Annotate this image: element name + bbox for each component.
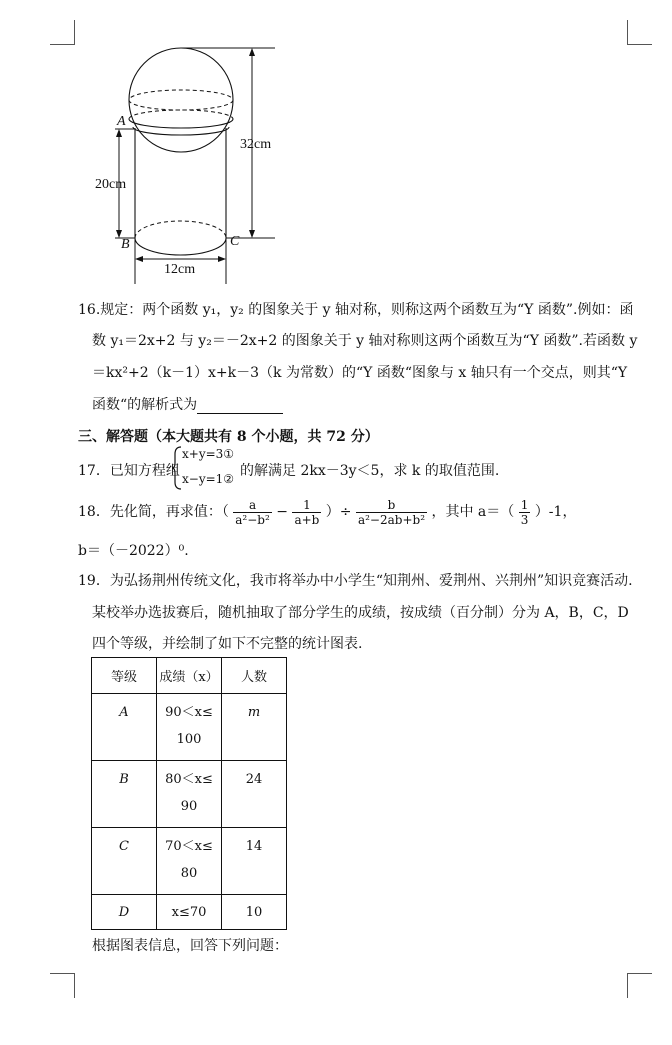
fraction-3-den: a²−2ab+b²: [357, 512, 426, 527]
q17-suffix: 的解满足 2kx－3y＜5，求 k 的取值范围.: [240, 463, 500, 479]
cell-grade: A: [92, 694, 157, 761]
table-row: [92, 694, 287, 761]
header-grade: 等级: [92, 658, 157, 694]
q19-line-1: 19．为弘扬荆州传统文化，我市将举办中小学生“知荆州、爱荆州、兴荆州”知识竞赛活动.: [78, 573, 633, 589]
cell-range: 90＜x≤ 100: [157, 694, 222, 761]
q16-line-4-text: 函数“的解析式为: [92, 397, 198, 413]
fraction-2-den: a+b: [294, 512, 320, 527]
fraction-2: [292, 498, 321, 527]
cylinder-bottom-back: [135, 221, 226, 238]
cell-range: 70＜x≤ 80: [157, 828, 222, 895]
cell-range: 80＜x≤ 90: [157, 761, 222, 828]
corner-mark-bottom-right: [627, 973, 652, 998]
header-count: 人数: [222, 658, 287, 694]
cylinder-top-front: [129, 119, 233, 128]
q18-minus: −: [276, 504, 288, 520]
cell-count: 14: [222, 828, 287, 895]
fraction-3-num: b: [387, 497, 396, 512]
q18-exp: ）-1，: [534, 504, 577, 520]
q18-where: ，其中 a＝（: [431, 504, 515, 520]
sphere-cylinder-figure: [80, 40, 300, 290]
q16-line-4: [92, 394, 283, 414]
cell-grade: C: [92, 828, 157, 895]
fraction-1-num: a: [248, 497, 257, 512]
fraction-3: [356, 498, 427, 527]
q17-eq1: x+y=3①: [182, 447, 235, 461]
cell-grade: B: [92, 761, 157, 828]
cell-count: 10: [222, 895, 287, 930]
fraction-4-den: 3: [520, 512, 529, 527]
q18-div: ）÷: [325, 504, 352, 520]
sphere-equator-dashed: [129, 90, 233, 110]
q19-footer: 根据图表信息，回答下列问题：: [92, 938, 288, 954]
cylinder-bottom-front: [135, 238, 226, 255]
q18-line-2: b＝（－2022）⁰.: [78, 543, 189, 559]
table-header-row: [92, 658, 287, 694]
stats-table: [91, 657, 287, 930]
table-row: [92, 828, 287, 895]
q17-eq2: x−y=1②: [182, 472, 235, 486]
header-score: 成绩（x）: [157, 658, 222, 694]
label-C: C: [230, 234, 240, 249]
q16-line-3: ＝kx²+2（k－1）x+k－3（k 为常数）的“Y 函数“图象与 x 轴只有一个交点，则其“Y: [92, 365, 628, 381]
fraction-1-den: a²−b²: [235, 512, 270, 527]
cell-count: 24: [222, 761, 287, 828]
q18-line-1: [78, 493, 576, 531]
table-row: [92, 761, 287, 828]
section-heading: 三、解答题（本大题共有 8 个小题，共 72 分）: [78, 429, 379, 445]
q16-line-1: 16.规定：两个函数 y₁，y₂ 的图象关于 y 轴对称，则称这两个函数互为“Y 函数”.例如：函: [78, 302, 634, 318]
q19-line-3: 四个等级，并绘制了如下不完整的统计图表.: [92, 636, 363, 652]
cell-range: x≤70: [157, 895, 222, 930]
cylinder-top-back: [129, 110, 233, 119]
corner-mark-top-right: [627, 20, 652, 45]
q18-prefix: 18．先化简，再求值：（: [78, 504, 229, 520]
fraction-2-num: 1: [303, 497, 311, 512]
label-A: A: [117, 114, 126, 129]
cell-count: m: [222, 694, 287, 761]
table-row: [92, 895, 287, 930]
label-12cm: 12cm: [164, 262, 196, 277]
label-20cm: 20cm: [95, 177, 127, 192]
answer-blank: [197, 399, 283, 414]
corner-mark-top-left: [50, 20, 75, 45]
corner-mark-bottom-left: [50, 973, 75, 998]
brace: [172, 446, 182, 490]
fraction-1: [233, 498, 272, 527]
q19-line-2: 某校举办选拔赛后，随机抽取了部分学生的成绩，按成绩（百分制）分为 A，B，C，D: [92, 605, 629, 621]
q16-line-2: 数 y₁＝2x+2 与 y₂＝－2x+2 的图象关于 y 轴对称则这两个函数互为“Y 函数”.若函数 y: [92, 333, 638, 349]
label-32cm: 32cm: [240, 137, 272, 152]
fraction-4-num: 1: [520, 497, 529, 512]
q17-prefix: 17．已知方程组: [78, 463, 180, 479]
sphere-outline: [129, 48, 233, 152]
fraction-4: [519, 498, 531, 527]
cell-grade: D: [92, 895, 157, 930]
label-B: B: [121, 237, 130, 252]
